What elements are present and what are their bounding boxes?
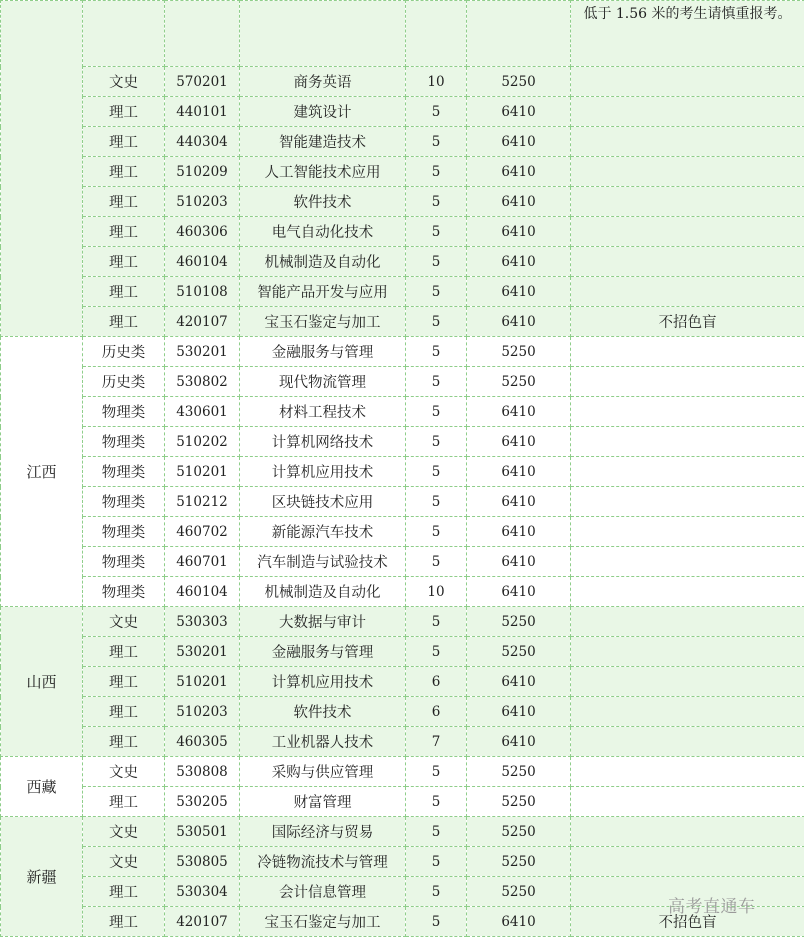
- major-code-cell: 530802: [165, 367, 240, 397]
- tuition-cell: 6410: [467, 397, 571, 427]
- major-name-cell: 智能产品开发与应用: [240, 277, 406, 307]
- plan-count-cell: 5: [406, 607, 467, 637]
- major-name-cell: 建筑设计: [240, 97, 406, 127]
- plan-count-cell: 5: [406, 217, 467, 247]
- remark-cell: [571, 787, 804, 817]
- tuition-cell: 6410: [467, 457, 571, 487]
- category-cell: 物理类: [83, 487, 165, 517]
- province-cell: 山西: [1, 607, 83, 757]
- plan-count-cell: 6: [406, 697, 467, 727]
- table-row: [1, 97, 804, 127]
- tuition-cell: 5250: [467, 337, 571, 367]
- province-section: [1, 337, 804, 607]
- plan-count-cell: 5: [406, 457, 467, 487]
- major-name-cell: 软件技术: [240, 187, 406, 217]
- category-cell: 历史类: [83, 337, 165, 367]
- remark-note: 低于 1.56 米的考生请慎重报考。: [571, 1, 804, 67]
- plan-count-cell: 5: [406, 877, 467, 907]
- category-cell: 文史: [83, 817, 165, 847]
- table-row: [1, 817, 804, 847]
- plan-count-cell: 5: [406, 187, 467, 217]
- category-cell: 理工: [83, 277, 165, 307]
- table-row: [1, 577, 804, 607]
- empty-cell: [406, 1, 467, 67]
- major-code-cell: 460305: [165, 727, 240, 757]
- remark-cell: [571, 487, 804, 517]
- major-code-cell: 510201: [165, 457, 240, 487]
- table-row: [1, 847, 804, 877]
- remark-cell: [571, 427, 804, 457]
- tuition-cell: 6410: [467, 517, 571, 547]
- major-name-cell: 财富管理: [240, 787, 406, 817]
- watermark: 高考直通车: [668, 897, 756, 917]
- tuition-cell: 6410: [467, 187, 571, 217]
- tuition-cell: 5250: [467, 367, 571, 397]
- plan-count-cell: 10: [406, 67, 467, 97]
- tuition-cell: 6410: [467, 667, 571, 697]
- category-cell: 物理类: [83, 547, 165, 577]
- tuition-cell: 6410: [467, 487, 571, 517]
- major-code-cell: 460702: [165, 517, 240, 547]
- major-code-cell: 510108: [165, 277, 240, 307]
- major-name-cell: 机械制造及自动化: [240, 247, 406, 277]
- major-name-cell: 软件技术: [240, 697, 406, 727]
- major-code-cell: 440101: [165, 97, 240, 127]
- category-cell: 理工: [83, 787, 165, 817]
- major-name-cell: 人工智能技术应用: [240, 157, 406, 187]
- tuition-cell: 6410: [467, 277, 571, 307]
- remark-cell: [571, 727, 804, 757]
- major-name-cell: 商务英语: [240, 67, 406, 97]
- tuition-cell: 5250: [467, 787, 571, 817]
- province-cell: 新疆: [1, 817, 83, 937]
- major-name-cell: 冷链物流技术与管理: [240, 847, 406, 877]
- tuition-cell: 6410: [467, 247, 571, 277]
- major-name-cell: 采购与供应管理: [240, 757, 406, 787]
- major-code-cell: 530201: [165, 337, 240, 367]
- major-code-cell: 530805: [165, 847, 240, 877]
- category-cell: 理工: [83, 667, 165, 697]
- plan-count-cell: 5: [406, 127, 467, 157]
- province-cell: 江西: [1, 337, 83, 607]
- province-section: [1, 1, 804, 337]
- plan-count-cell: 7: [406, 727, 467, 757]
- major-code-cell: 530205: [165, 787, 240, 817]
- major-name-cell: 会计信息管理: [240, 877, 406, 907]
- major-code-cell: 510202: [165, 427, 240, 457]
- major-code-cell: 530201: [165, 637, 240, 667]
- plan-count-cell: 5: [406, 847, 467, 877]
- category-cell: 文史: [83, 847, 165, 877]
- remark-cell: [571, 337, 804, 367]
- table-row: [1, 277, 804, 307]
- table-row: [1, 487, 804, 517]
- tuition-cell: 5250: [467, 637, 571, 667]
- major-name-cell: 材料工程技术: [240, 397, 406, 427]
- tuition-cell: 5250: [467, 757, 571, 787]
- category-cell: 理工: [83, 217, 165, 247]
- province-section: [1, 607, 804, 757]
- major-name-cell: 机械制造及自动化: [240, 577, 406, 607]
- remark-cell: [571, 277, 804, 307]
- table-row: [1, 427, 804, 457]
- plan-count-cell: 5: [406, 487, 467, 517]
- table-row: [1, 1, 804, 67]
- major-code-cell: 530501: [165, 817, 240, 847]
- empty-cell: [467, 1, 571, 67]
- province-cell: 西藏: [1, 757, 83, 817]
- remark-cell: [571, 577, 804, 607]
- category-cell: 理工: [83, 697, 165, 727]
- plan-count-cell: 5: [406, 337, 467, 367]
- category-cell: 文史: [83, 607, 165, 637]
- major-code-cell: 530303: [165, 607, 240, 637]
- plan-count-cell: 5: [406, 817, 467, 847]
- remark-cell: [571, 547, 804, 577]
- plan-count-cell: 5: [406, 397, 467, 427]
- province-cell: [1, 1, 83, 337]
- category-cell: 理工: [83, 877, 165, 907]
- category-cell: 物理类: [83, 427, 165, 457]
- remark-cell: [571, 607, 804, 637]
- remark-cell: [571, 187, 804, 217]
- major-name-cell: 金融服务与管理: [240, 637, 406, 667]
- tuition-cell: 6410: [467, 97, 571, 127]
- plan-count-cell: 5: [406, 907, 467, 937]
- major-name-cell: 现代物流管理: [240, 367, 406, 397]
- tuition-cell: 5250: [467, 67, 571, 97]
- remark-cell: [571, 637, 804, 667]
- table-row: [1, 667, 804, 697]
- major-name-cell: 电气自动化技术: [240, 217, 406, 247]
- category-cell: 物理类: [83, 517, 165, 547]
- plan-count-cell: 5: [406, 307, 467, 337]
- empty-cell: [165, 1, 240, 67]
- table-row: [1, 457, 804, 487]
- major-code-cell: 570201: [165, 67, 240, 97]
- plan-count-cell: 5: [406, 637, 467, 667]
- category-cell: 文史: [83, 67, 165, 97]
- plan-count-cell: 5: [406, 97, 467, 127]
- major-name-cell: 汽车制造与试验技术: [240, 547, 406, 577]
- tuition-cell: 5250: [467, 817, 571, 847]
- major-name-cell: 国际经济与贸易: [240, 817, 406, 847]
- remark-cell: 不招色盲: [571, 307, 804, 337]
- plan-count-cell: 5: [406, 787, 467, 817]
- plan-count-cell: 5: [406, 517, 467, 547]
- tuition-cell: 6410: [467, 217, 571, 247]
- major-name-cell: 计算机应用技术: [240, 667, 406, 697]
- table-row: [1, 727, 804, 757]
- plan-count-cell: 6: [406, 667, 467, 697]
- remark-cell: [571, 367, 804, 397]
- major-name-cell: 大数据与审计: [240, 607, 406, 637]
- tuition-cell: 6410: [467, 727, 571, 757]
- category-cell: 历史类: [83, 367, 165, 397]
- major-code-cell: 530304: [165, 877, 240, 907]
- table-row: [1, 67, 804, 97]
- remark-cell: [571, 457, 804, 487]
- major-name-cell: 工业机器人技术: [240, 727, 406, 757]
- category-cell: 理工: [83, 307, 165, 337]
- remark-cell: [571, 817, 804, 847]
- empty-cell: [83, 1, 165, 67]
- province-section: [1, 757, 804, 817]
- tuition-cell: 6410: [467, 697, 571, 727]
- remark-cell: 不招色盲: [571, 907, 804, 937]
- remark-cell: [571, 157, 804, 187]
- category-cell: 理工: [83, 727, 165, 757]
- table-row: [1, 157, 804, 187]
- major-name-cell: 宝玉石鉴定与加工: [240, 907, 406, 937]
- tuition-cell: 5250: [467, 877, 571, 907]
- plan-count-cell: 5: [406, 427, 467, 457]
- category-cell: 物理类: [83, 457, 165, 487]
- table-row: [1, 307, 804, 337]
- tuition-cell: 6410: [467, 547, 571, 577]
- tuition-cell: 5250: [467, 607, 571, 637]
- province-section: [1, 817, 804, 937]
- plan-count-cell: 5: [406, 277, 467, 307]
- table-row: [1, 247, 804, 277]
- table-row: [1, 547, 804, 577]
- plan-count-cell: 10: [406, 577, 467, 607]
- category-cell: 物理类: [83, 577, 165, 607]
- table-row: [1, 127, 804, 157]
- major-name-cell: 宝玉石鉴定与加工: [240, 307, 406, 337]
- category-cell: 理工: [83, 157, 165, 187]
- plan-count-cell: 5: [406, 367, 467, 397]
- major-code-cell: 460104: [165, 577, 240, 607]
- major-code-cell: 440304: [165, 127, 240, 157]
- table-row: [1, 217, 804, 247]
- major-name-cell: 区块链技术应用: [240, 487, 406, 517]
- table-row: [1, 397, 804, 427]
- major-code-cell: 460104: [165, 247, 240, 277]
- category-cell: 理工: [83, 247, 165, 277]
- plan-count-cell: 5: [406, 547, 467, 577]
- major-code-cell: 430601: [165, 397, 240, 427]
- major-name-cell: 计算机应用技术: [240, 457, 406, 487]
- remark-cell: [571, 217, 804, 247]
- category-cell: 物理类: [83, 397, 165, 427]
- tuition-cell: 6410: [467, 127, 571, 157]
- major-code-cell: 510203: [165, 187, 240, 217]
- major-code-cell: 510212: [165, 487, 240, 517]
- major-name-cell: 金融服务与管理: [240, 337, 406, 367]
- major-code-cell: 460306: [165, 217, 240, 247]
- major-code-cell: 510201: [165, 667, 240, 697]
- table-row: [1, 337, 804, 367]
- major-code-cell: 420107: [165, 307, 240, 337]
- major-code-cell: 460701: [165, 547, 240, 577]
- tuition-cell: 6410: [467, 427, 571, 457]
- tuition-cell: 6410: [467, 157, 571, 187]
- category-cell: 理工: [83, 187, 165, 217]
- major-code-cell: 420107: [165, 907, 240, 937]
- table-row: [1, 697, 804, 727]
- empty-cell: [240, 1, 406, 67]
- category-cell: 理工: [83, 637, 165, 667]
- tuition-cell: 6410: [467, 307, 571, 337]
- major-code-cell: 510203: [165, 697, 240, 727]
- plan-count-cell: 5: [406, 757, 467, 787]
- remark-cell: [571, 757, 804, 787]
- tuition-cell: 5250: [467, 847, 571, 877]
- plan-count-cell: 5: [406, 157, 467, 187]
- table-row: [1, 757, 804, 787]
- table-row: [1, 517, 804, 547]
- category-cell: 理工: [83, 97, 165, 127]
- table-row: [1, 637, 804, 667]
- major-name-cell: 新能源汽车技术: [240, 517, 406, 547]
- remark-cell: [571, 127, 804, 157]
- table-row: [1, 607, 804, 637]
- tuition-cell: 6410: [467, 577, 571, 607]
- major-code-cell: 510209: [165, 157, 240, 187]
- remark-cell: [571, 697, 804, 727]
- category-cell: 理工: [83, 127, 165, 157]
- major-name-cell: 计算机网络技术: [240, 427, 406, 457]
- remark-cell: [571, 847, 804, 877]
- remark-cell: [571, 67, 804, 97]
- table-row: [1, 187, 804, 217]
- major-name-cell: 智能建造技术: [240, 127, 406, 157]
- remark-cell: [571, 97, 804, 127]
- table-row: [1, 367, 804, 397]
- category-cell: 文史: [83, 757, 165, 787]
- remark-cell: [571, 397, 804, 427]
- remark-cell: [571, 667, 804, 697]
- table-row: [1, 787, 804, 817]
- category-cell: 理工: [83, 907, 165, 937]
- remark-cell: [571, 517, 804, 547]
- plan-count-cell: 5: [406, 247, 467, 277]
- major-code-cell: 530808: [165, 757, 240, 787]
- tuition-cell: 6410: [467, 907, 571, 937]
- remark-cell: [571, 247, 804, 277]
